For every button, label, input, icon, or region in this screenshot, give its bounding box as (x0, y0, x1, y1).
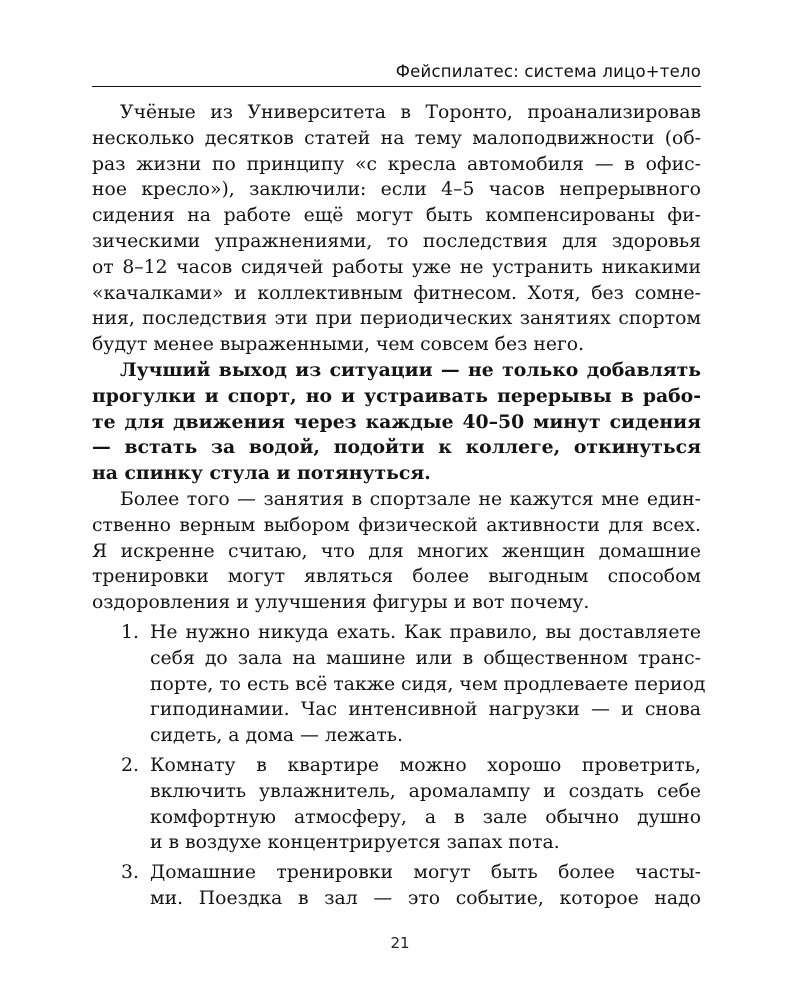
text-line: зическими упражнениями, то последствия для здоровья (92, 230, 701, 252)
text-line: тренировки могут являться более выгодным способом (92, 566, 701, 588)
text-line: себя до зала на машине или в общественном транс- (150, 647, 701, 669)
list-number: 3. (121, 862, 139, 884)
text-line: ственно верным выбором физической активности для всех. (92, 514, 701, 536)
text-line: Лучший выход из ситуации — не только добавлять (120, 358, 701, 381)
text-line: Учёные из Университета в Торонто, проанализировав (120, 102, 701, 123)
text-line: от 8–12 часов сидячей работы уже не устранить никакими (92, 256, 701, 278)
paragraph-3 (92, 487, 701, 616)
text-line: несколько десятков статей на тему малоподвижности (об- (92, 127, 701, 149)
text-line: порте, то есть всё также сидя, чем продлеваете период (150, 673, 706, 695)
text-line: ное кресло»), заключили: если 4–5 часов непрерывного (92, 179, 701, 201)
text-line: гиподинамии. Час интенсивной нагрузки — и снова (150, 699, 701, 721)
text-line: сидеть, а дома — лежать. (150, 725, 403, 747)
paragraph-2-emphasis (92, 358, 701, 487)
text-line: Я искренне считаю, что для многих женщин домашние (92, 540, 701, 562)
text-line: Более того — занятия в спортзале не кажутся мне един- (120, 488, 701, 510)
running-header: Фейспилатес: система лицо+тело (395, 62, 701, 81)
text-line: ния, последствия эти при периодических занятиях спортом (92, 308, 701, 330)
text-line: те для движения через каждые 40–50 минут сидения (92, 410, 701, 433)
text-line: на спинку стула и потянуться. (92, 462, 431, 485)
text-line: будут менее выраженными, чем совсем без него. (92, 334, 585, 356)
text-line: Комнату в квартире можно хорошо проветрить, (150, 754, 701, 776)
text-line: сидения на работе ещё могут быть компенсированы фи- (92, 205, 701, 227)
text-line: — встать за водой, подойти к коллеге, откинуться (92, 436, 701, 459)
text-line: Домашние тренировки могут быть более часты- (150, 862, 701, 884)
text-line: и в воздухе концентрируется запах пота. (150, 832, 560, 854)
header-rule (92, 86, 701, 87)
list-number: 1. (121, 621, 139, 643)
text-line: ми. Поездка в зал — это событие, которое надо (150, 887, 701, 909)
text-line: «качалками» и коллективным фитнесом. Хотя, без сомне- (92, 282, 701, 304)
text-line: включить увлажнитель, аромалампу и создать себе (150, 780, 701, 802)
text-line: прогулки и спорт, но и устраивать перерывы в рабо- (92, 384, 701, 407)
text-line: оздоровления и улучшения фигуры и вот почему. (92, 592, 590, 614)
list-item-1 (92, 620, 706, 749)
paragraph-1 (92, 100, 701, 358)
list-item-3 (92, 860, 701, 912)
list-item-2 (92, 753, 701, 856)
list-number: 2. (121, 754, 139, 776)
text-line: комфортную атмосферу, а в зале обычно душно (150, 806, 701, 828)
page-number: 21 (390, 934, 410, 952)
page-body (92, 100, 706, 912)
text-line: раз жизни по принципу «с кресла автомобиля — в офис- (92, 153, 701, 175)
text-line: Не нужно никуда ехать. Как правило, вы доставляете (150, 621, 701, 643)
